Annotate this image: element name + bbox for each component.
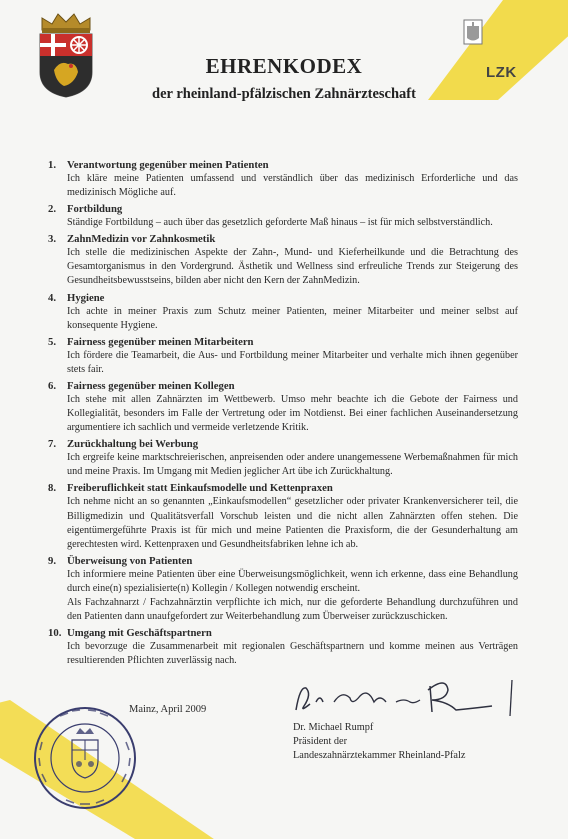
code-item <box>48 232 518 288</box>
item-number: 4. <box>48 291 57 304</box>
item-heading-text: Überweisung von Patienten <box>67 554 193 567</box>
item-heading <box>48 291 518 305</box>
item-paragraph: Ich informiere meine Patienten über eine Überweisungsmöglichkeit, wenn ich erkenne, dass eine Behandlung durch eine(n) spezialisierte(n) Kollegin / Kollegen notwendig erscheint. <box>67 568 518 594</box>
code-items-list <box>48 158 518 670</box>
item-number: 1. <box>48 159 57 171</box>
code-item <box>48 554 518 624</box>
item-heading <box>48 158 518 172</box>
item-paragraph: Ständige Fortbildung – auch über das gesetzlich geforderte Maß hinaus – ist für mich selbstverständlich. <box>67 217 493 229</box>
item-number: 3. <box>48 233 57 246</box>
item-paragraph: Ich achte in meiner Praxis zum Schutz meiner Patienten, meiner Mitarbeiter und meiner selbst auf konsequente Hygiene. <box>67 305 518 331</box>
item-heading-text: Verantwortung gegenüber meinen Patienten <box>67 159 269 171</box>
item-paragraph: Ich nehme nicht an so genannten „Einkaufsmodellen“ gesetzlicher oder privater Krankenversicherer teil, die Billigmedizin und Qualitätsverfall Vorschub leisten und die nicht allen Zahnärzten offen stehen. Die eigentümergeführte Praxis ist für mich und meine Patienten die Praxisform, die der Gesunderhaltung am gerechtesten wird. Kettenpraxen und Gesundheitsfabriken lehne ich ab. <box>67 496 518 550</box>
item-number: 10. <box>48 627 62 640</box>
item-heading-text: Umgang mit Geschäftspartnern <box>67 627 212 640</box>
item-heading <box>48 379 518 393</box>
code-item <box>48 379 518 435</box>
page-title: EHRENKODEX <box>205 54 363 78</box>
item-paragraph: Ich fördere die Teamarbeit, die Aus- und Fortbildung meiner Mitarbeiter und verhalte mich ihnen gegenüber stets fair. <box>67 349 518 375</box>
item-number: 5. <box>48 335 57 348</box>
code-item <box>48 626 518 668</box>
code-item <box>48 481 518 551</box>
item-heading <box>48 335 518 349</box>
code-item <box>48 437 518 479</box>
place-date: Mainz, April 2009 <box>129 704 207 715</box>
item-paragraph: Ich kläre meine Patienten umfassend und verständlich über das medizinisch Erforderliche und das medizinisch Mögliche auf. <box>67 173 518 199</box>
item-heading <box>48 554 518 568</box>
official-seal-stamp <box>30 702 140 814</box>
item-heading <box>48 232 518 246</box>
code-item <box>48 202 518 230</box>
item-heading-text: ZahnMedizin vor Zahnkosmetik <box>67 233 216 246</box>
item-heading <box>48 481 518 495</box>
item-heading <box>48 626 518 640</box>
signer-title-line2: Landeszahnärztekammer Rheinland-Pfalz <box>293 750 466 761</box>
item-heading <box>48 202 518 216</box>
item-paragraph: Ich stelle die medizinischen Aspekte der Zahn-, Mund- und Kieferheilkunde und die Betrachtung des Gesamtorganismus in den Vordergrund. Ästhetik und Wellness sind erfreuliche Trends zur Steigerung des Gesundheitsbewusstseins, bilden aber nicht den Kern der ZahnMedizin. <box>67 247 518 287</box>
item-heading-text: Zurückhaltung bei Werbung <box>67 438 199 451</box>
item-heading-text: Fairness gegenüber meinen Kollegen <box>67 379 235 392</box>
item-number: 2. <box>48 203 57 216</box>
item-number: 9. <box>48 554 57 567</box>
item-number: 6. <box>48 379 57 392</box>
item-number: 7. <box>48 438 57 451</box>
signature-block <box>293 721 465 763</box>
page-subtitle: der rheinland-pfälzischen Zahnärzteschaft <box>152 86 416 102</box>
item-paragraph: Ich ergreife keine marktschreierischen, anpreisenden oder andere unangemessene Werbemaßnahmen für mich und meine Praxis. Im Umgang mit Medien jeglicher Art übe ich Zurückhaltung. <box>67 452 518 478</box>
item-paragraph: Ich stehe mit allen Zahnärzten im Wettbewerb. Umso mehr beachte ich die Gebote der Fairness und Kollegialität, besonders im Falle der Vertretung oder im Notdienst. Bei einer fachlichen Auseinandersetzung argumentiere ich sachlich und vermeide verletzende Kritik. <box>67 393 518 434</box>
handwritten-signature <box>290 672 525 718</box>
item-number: 8. <box>48 482 57 495</box>
code-item <box>48 335 518 377</box>
item-heading-text: Freiberuflichkeit statt Einkaufsmodelle und Kettenpraxen <box>67 482 333 495</box>
item-paragraph: Als Fachzahnarzt / Fachzahnärztin verpflichte ich mich, nur die geforderte Behandlung durchzuführen und den Patienten dann unaufgefordert zur Weiterbehandlung zum Überweiser zurückzuschicken. <box>67 596 518 623</box>
code-item <box>48 291 518 333</box>
item-paragraph: Ich bevorzuge die Zusammenarbeit mit regionalen Geschäftspartnern und komme meinen aus Verträgen resultierenden Pflichten zuverlässig nach. <box>67 641 518 667</box>
signer-title-line1: Präsident der <box>293 736 348 747</box>
item-heading-text: Fairness gegenüber meinen Mitarbeitern <box>67 335 254 348</box>
item-heading-text: Hygiene <box>67 291 105 304</box>
item-heading-text: Fortbildung <box>67 203 123 216</box>
item-heading <box>48 437 518 451</box>
lzk-logo-text: LZK <box>486 64 517 81</box>
signer-name: Dr. Michael Rumpf <box>293 722 374 733</box>
code-item <box>48 158 518 200</box>
